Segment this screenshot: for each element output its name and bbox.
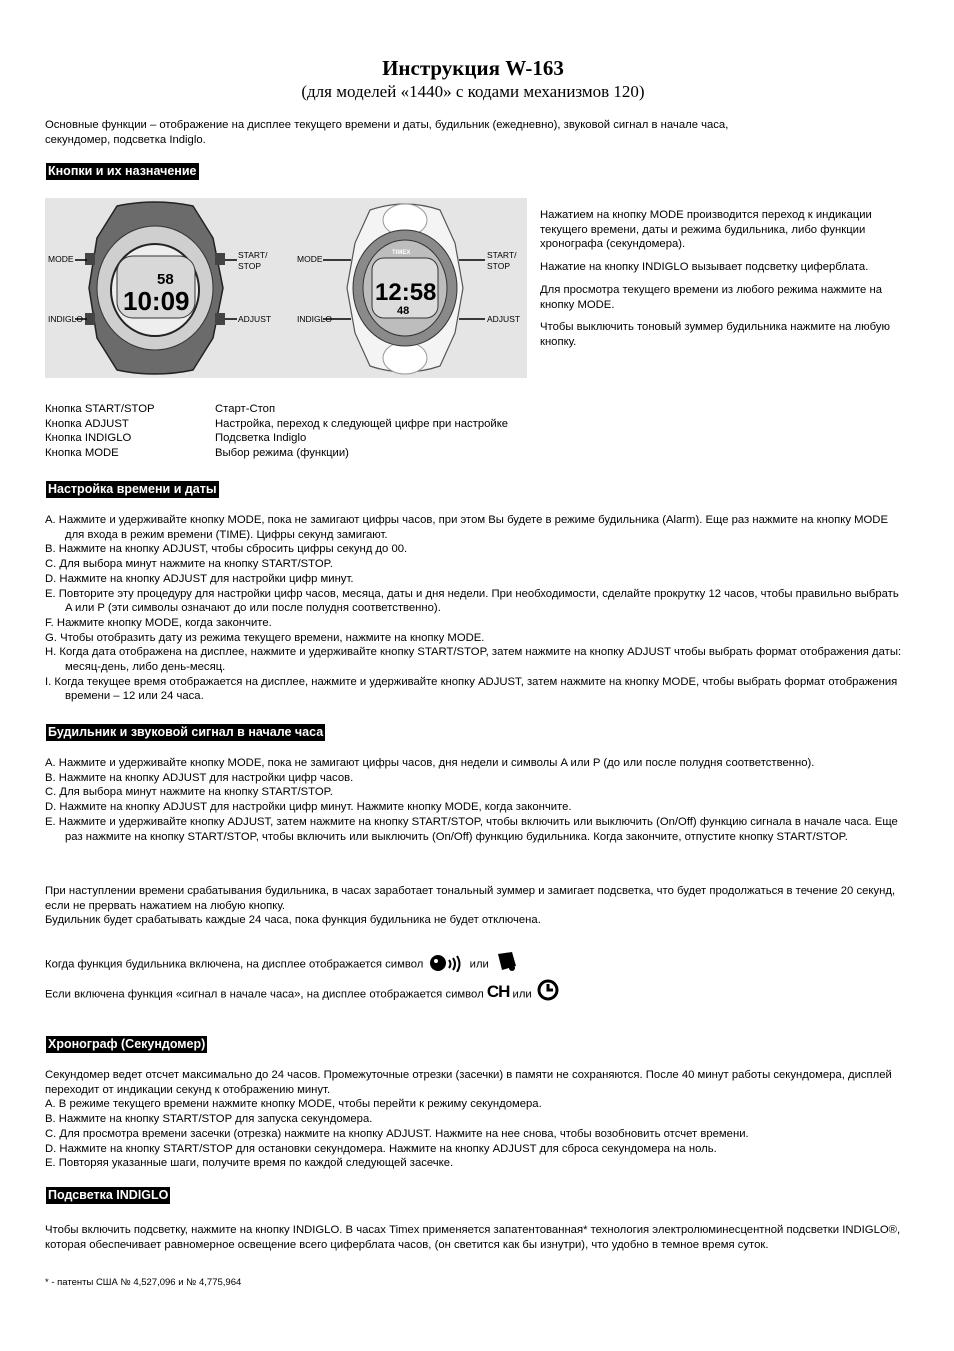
label-mode: MODE — [297, 254, 323, 264]
table-value: Выбор режима (функции) — [215, 447, 349, 460]
table-row — [45, 417, 508, 432]
heading-buttons: Кнопки и их назначение — [48, 164, 197, 178]
list-item: C. Для выбора минут нажмите на кнопку START/STOP. — [45, 558, 333, 571]
intro-line: Основные функции – отображение на дисплее текущего времени и даты, будильник (ежедневно), звуковой сигнал в начале часа, — [45, 119, 729, 131]
table-key: Кнопка MODE — [45, 447, 119, 460]
time-steps — [45, 513, 905, 704]
label-start: START/ — [487, 250, 517, 260]
list-item: E. Нажмите и удерживайте кнопку ADJUST, затем нажмите на кнопку START/STOP, чтобы включить или выключить (On/Off) функцию сигнала в начале часа. Еще раз нажмите на кнопку START/STOP, чтобы включить или выключить (On/Off) функцию будильника. Когда закончите, отпустите кнопку START/STOP. — [45, 815, 898, 843]
watch-1-time: 10:09 — [123, 286, 190, 316]
table-value: Подсветка Indiglo — [215, 432, 307, 445]
indiglo-text: Чтобы включить подсветку, нажмите на кнопку INDIGLO. В часах Timex применяется запатентованная* технология электролюминесцентной подсветки INDIGLO®, которая обеспечивает равномерное освещение всего циферблата часов, (он светится как бы изнутри), что удобно в темное время суток. — [45, 1224, 901, 1251]
intro-line: секундомер, подсветка Indiglo. — [45, 133, 206, 146]
list-item: F. Нажмите кнопку MODE, когда закончите. — [45, 616, 272, 629]
watch-2-time: 12:58 — [375, 279, 437, 306]
buttons-table — [45, 402, 508, 461]
text: Когда функция будильника включена, на дисплее отображается символ — [45, 958, 424, 971]
buttons-description — [540, 208, 905, 358]
table-row — [45, 431, 508, 446]
paragraph: Будильник будет срабатывать каждые 24 часа, пока функция будильника не будет отключена. — [45, 914, 541, 927]
paragraph: При наступлении времени срабатывания будильника, в часах заработает тональный зуммер и замигает подсветка, что будет продолжаться в течение 20 секунд, если не прервать нажатием на любую кнопку. — [45, 885, 896, 912]
table-row — [45, 446, 508, 461]
label-stop: STOP — [238, 261, 261, 271]
alarm-notes — [45, 884, 905, 928]
label-adjust: ADJUST — [487, 314, 521, 324]
heading-alarm: Будильник и звуковой сигнал в начале часа — [48, 725, 324, 739]
watch-figure — [45, 198, 527, 378]
chime-symbol-line — [45, 976, 905, 1002]
alarm-bell-icon — [492, 948, 522, 972]
heading-chrono: Хронограф (Секундомер) — [48, 1037, 206, 1051]
watch-2-brand: TIMEX — [392, 250, 411, 256]
heading-indiglo: Подсветка INDIGLO — [48, 1188, 169, 1202]
text: или — [512, 988, 532, 1001]
list-item: B. Нажмите на кнопку ADJUST, чтобы сбросить цифры секунд до 00. — [45, 543, 408, 556]
list-item: E. Повторяя указанные шаги, получите время по каждой следующей засечке. — [45, 1157, 454, 1170]
label-mode: MODE — [48, 254, 74, 264]
watch-1 — [48, 202, 271, 374]
text: Если включена функция «сигнал в начале часа», на дисплее отображается символ — [45, 988, 484, 1001]
list-item: D. Нажмите на кнопку START/STOP для остановки секундомера. Нажмите на кнопку ADJUST для сброса секундомера на ноль. — [45, 1142, 717, 1155]
page-title: Инструкция W-163 — [382, 56, 564, 80]
chime-ch-icon: CH — [486, 982, 510, 1001]
list-item: A. В режиме текущего времени нажмите кнопку MODE, чтобы перейти к режиму секундомера. — [45, 1098, 542, 1111]
text: или — [469, 958, 489, 971]
paragraph: Чтобы выключить тоновый зуммер будильника нажмите на любую кнопку. — [540, 321, 890, 348]
watch-2 — [297, 204, 520, 374]
chrono-steps — [45, 1068, 905, 1171]
list-item: D. Нажмите на кнопку ADJUST для настройки цифр минут. Нажмите кнопку MODE, когда закончите. — [45, 801, 572, 814]
footnote: * - патенты США № 4,527,096 и № 4,775,964 — [45, 1277, 242, 1288]
chime-clock-icon — [535, 976, 561, 1002]
heading-time: Настройка времени и даты — [48, 482, 217, 496]
alarm-symbol-line — [45, 948, 905, 972]
list-item: C. Для просмотра времени засечки (отрезка) нажмите на кнопку ADJUST. Нажмите на нее снова, чтобы возобновить отсчет времени. — [45, 1127, 749, 1140]
intro — [45, 118, 905, 147]
paragraph: Нажатие на кнопку INDIGLO вызывает подсветку циферблата. — [540, 261, 869, 274]
alarm-sound-icon — [427, 948, 467, 972]
watch-2-seconds: 48 — [397, 305, 410, 317]
table-key: Кнопка START/STOP — [45, 403, 155, 415]
paragraph: Секундомер ведет отсчет максимально до 24 часов. Промежуточные отрезки (засечки) в памяти не сохраняются. После 40 минут работы секундомера, дисплей переходит от индикации секунд к отображению минут. — [45, 1069, 892, 1096]
list-item: B. Нажмите на кнопку START/STOP для запуска секундомера. — [45, 1113, 373, 1126]
paragraph: Нажатием на кнопку MODE производится переход к индикации текущего времени, даты и режима будильника, либо функции хронографа (секундомера). — [540, 209, 872, 251]
label-stop: STOP — [487, 261, 510, 271]
label-indiglo: INDIGLO — [48, 314, 83, 324]
list-item: B. Нажмите на кнопку ADJUST для настройки цифр часов. — [45, 771, 354, 784]
watch-1-seconds: 58 — [157, 271, 174, 288]
label-adjust: ADJUST — [238, 314, 272, 324]
list-item: H. Когда дата отображена на дисплее, нажмите и удерживайте кнопку START/STOP, затем нажмите на кнопку ADJUST чтобы выбрать формат отображения даты: месяц-день, либо день-месяц. — [45, 646, 902, 674]
table-key: Кнопка ADJUST — [45, 417, 129, 430]
label-start: START/ — [238, 250, 268, 260]
list-item: E. Повторите эту процедуру для настройки цифр часов, месяца, даты и дня недели. При необходимости, сделайте прокрутку 12 часов, чтобы правильно выбрать A или P (эти символы означают до или после полудня соответственно). — [45, 587, 899, 615]
table-value: Старт-Стоп — [215, 403, 276, 415]
alarm-steps — [45, 756, 905, 844]
paragraph: Для просмотра текущего времени из любого режима нажмите на кнопку MODE. — [540, 283, 882, 311]
table-key: Кнопка INDIGLO — [45, 432, 132, 445]
page-subtitle: (для моделей «1440» с кодами механизмов 120) — [301, 82, 645, 101]
list-item: A. Нажмите и удерживайте кнопку MODE, пока не замигают цифры часов, дня недели и символы A или P (до или после полудня соответственно). — [45, 757, 815, 769]
label-indiglo: INDIGLO — [297, 314, 332, 324]
list-item: I. Когда текущее время отображается на дисплее, нажмите и удерживайте кнопку ADJUST, затем нажмите на кнопку MODE, чтобы выбрать формат отображения времени – 12 или 24 часа. — [45, 675, 898, 703]
list-item: D. Нажмите на кнопку ADJUST для настройки цифр минут. — [45, 572, 354, 585]
table-value: Настройка, переход к следующей цифре при настройке — [215, 417, 509, 430]
list-item: G. Чтобы отобразить дату из режима текущего времени, нажмите на кнопку MODE. — [45, 631, 485, 644]
list-item: A. Нажмите и удерживайте кнопку MODE, пока не замигают цифры часов, при этом Вы будете в режиме будильника (Alarm). Еще раз нажмите на кнопку MODE для входа в режим времени (TIME). Цифры секунд замигают. — [45, 514, 888, 541]
table-row — [45, 402, 508, 417]
list-item: C. Для выбора минут нажмите на кнопку START/STOP. — [45, 786, 333, 799]
